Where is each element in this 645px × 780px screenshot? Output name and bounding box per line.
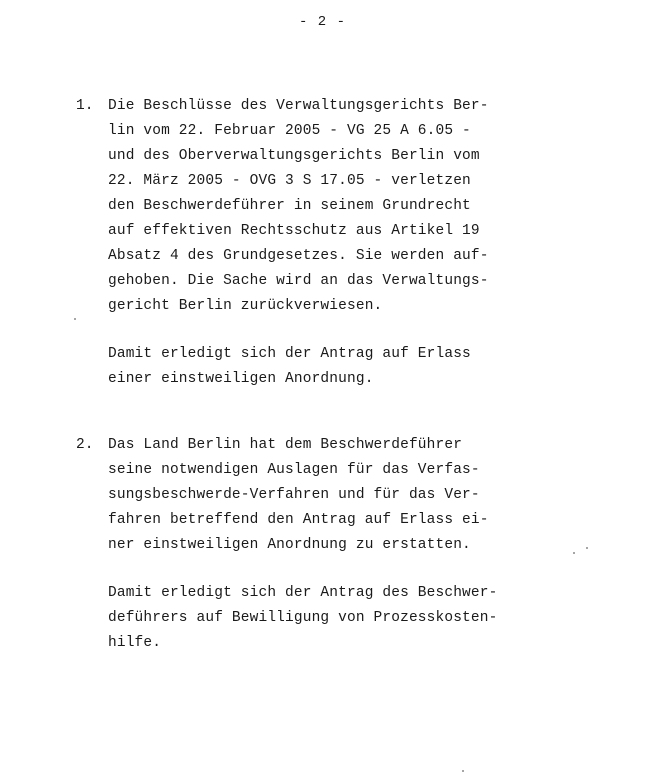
text-line: Die Beschlüsse des Verwaltungsgerichts Ber-: [108, 98, 489, 114]
note-line: Damit erledigt sich der Antrag auf Erlass: [108, 346, 471, 362]
note-line: deführers auf Bewilligung von Prozesskosten-: [108, 610, 498, 626]
scan-speck: [573, 552, 575, 554]
text-line: Absatz 4 des Grundgesetzes. Sie werden auf-: [108, 248, 489, 264]
text-line: den Beschwerdeführer in seinem Grundrecht: [108, 198, 471, 214]
text-line: auf effektiven Rechtsschutz aus Artikel 19: [108, 223, 480, 239]
text-line: lin vom 22. Februar 2005 - VG 25 A 6.05 -: [108, 123, 471, 139]
item-number: 1.: [76, 98, 94, 114]
text-line: gehoben. Die Sache wird an das Verwaltungs-: [108, 273, 489, 289]
text-line: Das Land Berlin hat dem Beschwerdeführer: [108, 437, 463, 453]
note-line: Damit erledigt sich der Antrag des Beschwer-: [108, 585, 498, 601]
text-line: fahren betreffend den Antrag auf Erlass ei-: [108, 512, 489, 528]
scan-speck: [462, 770, 464, 772]
scan-speck: [74, 318, 76, 320]
page-number: - 2 -: [298, 14, 346, 30]
scan-speck: [586, 547, 588, 549]
text-line: und des Oberverwaltungsgerichts Berlin vom: [108, 148, 480, 164]
note-line: einer einstweiligen Anordnung.: [108, 371, 374, 387]
text-line: 22. März 2005 - OVG 3 S 17.05 - verletzen: [108, 173, 471, 189]
text-line: seine notwendigen Auslagen für das Verfas-: [108, 462, 480, 478]
item-number: 2.: [76, 437, 94, 453]
text-line: gericht Berlin zurückverwiesen.: [108, 298, 383, 314]
note-line: hilfe.: [108, 635, 162, 651]
text-line: ner einstweiligen Anordnung zu erstatten.: [108, 537, 471, 553]
text-line: sungsbeschwerde-Verfahren und für das Ver-: [108, 487, 480, 503]
